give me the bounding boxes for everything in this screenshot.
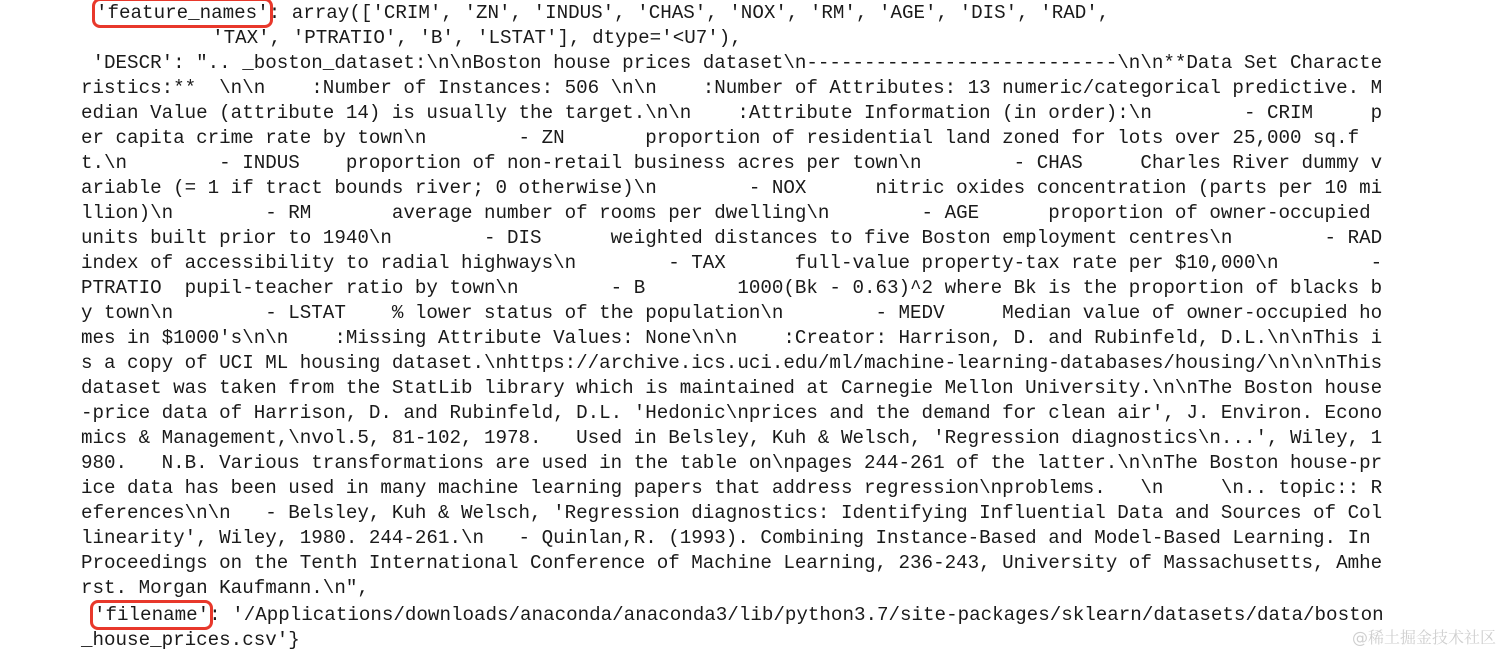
descr-line: eferences\n\n - Belsley, Kuh & Welsch, 'Regression diagnostics: Identifying Influential Data and Sources of Col xyxy=(81,502,1383,524)
watermark: @稀土掘金技术社区 xyxy=(1351,628,1496,647)
descr-line: s a copy of UCI ML housing dataset.\nhttps://archive.ics.uci.edu/ml/machine-learning-databases/housing/\n\n\nThis xyxy=(81,352,1383,374)
descr-line: dataset was taken from the StatLib library which is maintained at Carnegie Mellon University.\n\nThe Boston house xyxy=(81,377,1383,399)
descr-line: 980. N.B. Various transformations are used in the table on\npages 244-261 of the latter.\n\nThe Boston house-pr xyxy=(81,452,1383,474)
descr-line: mics & Management,\nvol.5, 81-102, 1978. Used in Belsley, Kuh & Welsch, 'Regression diagnostics\n...', Wiley, 1 xyxy=(81,427,1383,449)
filename-value: : '/Applications/downloads/anaconda/anaconda3/lib/python3.7/site-packages/sklearn/datasets/data/boston xyxy=(209,604,1384,626)
feature-names-highlight: 'feature_names' xyxy=(96,2,269,24)
descr-line: rst. Morgan Kaufmann.\n", xyxy=(81,577,369,599)
descr-line: PTRATIO pupil-teacher ratio by town\n - B 1000(Bk - 0.63)^2 where Bk is the proportion of blacks b xyxy=(81,277,1383,299)
descr-line: er capita crime rate by town\n - ZN proportion of residential land zoned for lots over 25,000 sq.f xyxy=(81,127,1360,149)
descr-line: Proceedings on the Tenth International Conference of Machine Learning, 236-243, University of Massachusetts, Amhe xyxy=(81,552,1383,574)
feature-names-line xyxy=(96,1,1109,26)
feature-names-value: : array(['CRIM', 'ZN', 'INDUS', 'CHAS', 'NOX', 'RM', 'AGE', 'DIS', 'RAD', xyxy=(268,2,1110,24)
descr-line: llion)\n - RM average number of rooms per dwelling\n - AGE proportion of owner-occupied xyxy=(81,202,1371,224)
descr-line: y town\n - LSTAT % lower status of the population\n - MEDV Median value of owner-occupied ho xyxy=(81,302,1383,324)
descr-line: 'DESCR': ".. _boston_dataset:\n\nBoston house prices dataset\n---------------------------\n\n**Data Set Characte xyxy=(81,52,1383,74)
descr-line: ristics:** \n\n :Number of Instances: 506 \n\n :Number of Attributes: 13 numeric/categorical predictive. M xyxy=(81,77,1383,99)
descr-line: ariable (= 1 if tract bounds river; 0 otherwise)\n - NOX nitric oxides concentration (parts per 10 mi xyxy=(81,177,1383,199)
descr-line: index of accessibility to radial highways\n - TAX full-value property-tax rate per $10,000\n - xyxy=(81,252,1383,274)
descr-line: t.\n - INDUS proportion of non-retail business acres per town\n - CHAS Charles River dummy v xyxy=(81,152,1383,174)
descr-line: linearity', Wiley, 1980. 244-261.\n - Quinlan,R. (1993). Combining Instance-Based and Model-Based Learning. In xyxy=(81,527,1371,549)
descr-line: ice data has been used in many machine learning papers that address regression\nproblems. \n \n.. topic:: R xyxy=(81,477,1383,499)
filename-highlight: 'filename' xyxy=(94,604,210,626)
descr-line: edian Value (attribute 14) is usually the target.\n\n :Attribute Information (in order):\n - CRIM p xyxy=(81,102,1383,124)
descr-line: units built prior to 1940\n - DIS weighted distances to five Boston employment centres\n - RAD xyxy=(81,227,1383,249)
feature-names-continuation: 'TAX', 'PTRATIO', 'B', 'LSTAT'], dtype='<U7'), xyxy=(120,27,742,49)
filename-line xyxy=(94,603,1384,628)
descr-line: mes in $1000's\n\n :Missing Attribute Values: None\n\n :Creator: Harrison, D. and Rubinfeld, D.L.\n\nThis i xyxy=(81,327,1383,349)
descr-line: -price data of Harrison, D. and Rubinfeld, D.L. 'Hedonic\nprices and the demand for clean air', J. Environ. Econo xyxy=(81,402,1383,424)
filename-continuation: _house_prices.csv'} xyxy=(81,629,300,651)
